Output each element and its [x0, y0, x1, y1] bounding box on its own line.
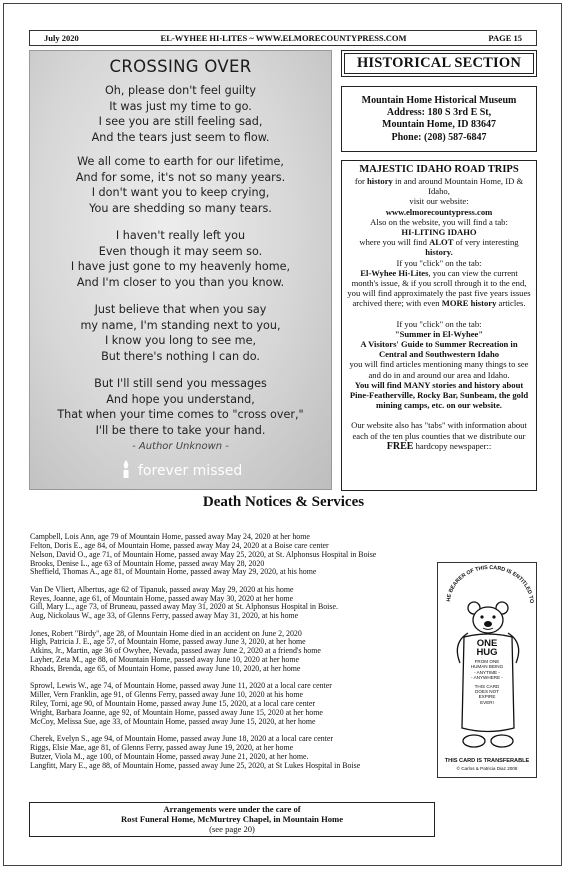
list-item: Felton, Doris E., age 84, of Mountain Home, passed away May 24, 2020 at a Boise care center [30, 540, 329, 550]
list-item: Atkins, Jr., Martin, age 36 of Owyhee, Nevada, passed away June 2, 2020 at a friend's home [30, 646, 321, 656]
many-stories: You will find MANY stories and history about Pine-Featherville, Rocky Bar, Sunbeam, the gold mining camps, etc. on our website. [349, 379, 529, 411]
list-item: Gill, Mary L., age 73, of Bruneau, passed away May 31, 2020 at St. Alphonsus Hospital in Boise. [30, 602, 338, 612]
poem-line: You are shedding so many tears. [89, 201, 272, 215]
poem-line: I haven't really left you [115, 229, 246, 242]
poem-line: Even though it may seem so. [98, 244, 263, 258]
poem-line: But there's nothing I can do. [101, 349, 260, 363]
poem-stanza-2 [30, 154, 331, 216]
list-item: High, Patricia J. E., age 57, of Mountain Home, passed away June 3, 2020, at her home [30, 637, 306, 647]
notice-group [30, 630, 435, 674]
poem-panel [29, 50, 332, 490]
poem-line: It was just my time to go. [109, 99, 252, 113]
poem-line: I'll be there to take your hand. [95, 423, 266, 437]
candle-icon [120, 459, 132, 484]
poem-line: Oh, please don't feel guilty [104, 84, 257, 97]
click-tab-2: If you "click" on the tab: [396, 318, 482, 329]
museum-info [341, 86, 537, 152]
list-item: Layher, Zeta M., age 88, of Mountain Home, passed away June 10, 2020 at her home [30, 655, 299, 665]
click-tab-1: If you "click" on the tab: [396, 257, 482, 268]
card-transferable: THIS CARD IS TRANSFERABLE [444, 758, 530, 764]
poem-line: And hope you understand, [106, 392, 255, 406]
poem-line: And for some, it's not so many years. [75, 170, 286, 184]
poem-line: That when your time comes to "cross over," [57, 408, 304, 422]
list-item: McCoy, Melissa Sue, age 33, of Mountain Home, passed away June 15, 2020, at her home [30, 716, 316, 726]
list-item: Butzer, Viola M., age 100, of Mountain Home, passed away June 21, 2020, at her home. [30, 751, 309, 761]
masthead: EL-WYHEE HI-LITES ~ WWW.ELMORECOUNTYPRESS.COM [160, 33, 407, 43]
museum-phone: Phone: (208) 587-6847 [391, 131, 487, 143]
museum-address: Address: 180 S 3rd E St, [386, 107, 492, 119]
list-item: Aug, Nickolaus W., age 33, of Glenns Ferry, passed away May 31, 2020, at his home [30, 611, 299, 621]
visitors-guide: A Visitors' Guide to Summer Recreation in Central and Southwestern Idaho [360, 339, 518, 360]
poem-line: But I'll still send you messages [94, 377, 267, 390]
card-copyright: © Carlos & Patricia Diaz 2008 [456, 766, 518, 771]
issue-date: July 2020 [44, 33, 79, 43]
guide-description: you will find articles mentioning many things to see and do in and around our area and Idaho. [349, 359, 529, 380]
funeral-home: Rost Funeral Home, McMurtrey Chapel, in Mountain Home [120, 814, 344, 824]
poem-stanza-1 [30, 83, 331, 145]
list-item: Jones, Robert "Birdy", age 28, of Mountain Home died in an accident on June 2, 2020 [30, 628, 302, 638]
poem-line: And I'm closer to you than you know. [76, 275, 285, 289]
forever-missed-logo [120, 461, 242, 481]
website-link[interactable]: www.elmorecountypress.com [385, 206, 493, 217]
poem-title: CROSSING OVER [109, 57, 252, 76]
poem-author: - Author Unknown - [132, 441, 229, 452]
notice-group [30, 735, 435, 770]
list-item: Reyes, Joanne, age 61, of Mountain Home, passed away May 30, 2020 at her home [30, 593, 294, 603]
tab-hi-liting-idaho: HI-LITING IDAHO [401, 227, 477, 238]
tab-intro: Also on the website, you will find a tab: [370, 216, 508, 227]
list-item: Sheffield, Thomas A., age 81, of Mountain Home, passed away May 29, 2020, at his home [30, 567, 317, 577]
list-item: Rhoads, Brenda, age 65, of Mountain Home, passed away June 10, 2020, at her home [30, 663, 301, 673]
notice-group [30, 533, 435, 577]
svg-text:THE BEARER OF THIS CARD IS ENT [438, 563, 534, 603]
notice-group [30, 682, 435, 726]
page-header [29, 30, 537, 46]
list-item: Van De Vliert, Albertus, age 62 of Tipanuk, passed away May 29, 2020 at his home [30, 584, 294, 594]
tab-summer: "Summer in El-Wyhee" [394, 328, 484, 339]
poem-line: I see you are still feeling sad, [98, 115, 263, 129]
alot-line: where you will find ALOT of very interesting [359, 237, 519, 248]
list-item: Sprowl, Lewis W., age 74, of Mountain Home, passed away June 11, 2020 at a local care center [30, 681, 332, 691]
arrangements-line: Arrangements were under the care of [163, 804, 301, 814]
hug-message: ONE HUG FROM ONE HUMAN BEING - ANYTIME - - ANYWHERE - THIS CARD DOES NOT EXPIRE EVER! [470, 638, 504, 705]
museum-city: Mountain Home, ID 83647 [382, 119, 496, 131]
list-item: Riggs, Elsie Mae, age 81, of Glenns Ferry, passed away June 19, 2020, at her home [30, 742, 294, 752]
logo-text: forever missed [138, 463, 243, 479]
hug-card [437, 562, 537, 778]
counties-paragraph: Our website also has "tabs" with information about each of the ten plus counties that we distribute our FREE hardcopy newspaper:: [351, 420, 527, 452]
poem-line: Just believe that when you say [94, 303, 267, 316]
list-item: Nelson, David O., age 71, of Mountain Home, passed away May 25, 2020, at St. Alphonsus Hospital in Boise [30, 549, 377, 559]
see-page: (see page 20) [209, 824, 255, 834]
museum-name: Mountain Home Historical Museum [361, 95, 517, 106]
poem-stanza-5 [30, 376, 331, 438]
list-item: Cherek, Evelyn S., age 94, of Mountain Home, passed away June 18, 2020 at a local care center [30, 734, 334, 744]
death-notices-title: Death Notices & Services [202, 494, 365, 510]
death-notices-list [30, 533, 435, 779]
arrangements-box [29, 802, 435, 837]
poem-line: And the tears just seem to flow. [91, 130, 270, 144]
list-item: Langfitt, Mary E., age 88, of Mountain Home, passed away June 25, 2020, at St Lukes Hospital in Boise [30, 760, 361, 770]
list-item: Brooks, Denise L., age 63 of Mountain Home, passed away May 28, 2020 [30, 558, 265, 568]
road-trips-box [341, 160, 537, 491]
poem-line: We all come to earth for our lifetime, [77, 155, 284, 168]
poem-stanza-4 [30, 302, 331, 364]
list-item: Campbell, Lois Ann, age 79 of Mountain Home, passed away May 24, 2020 at her home [30, 532, 310, 541]
card-arc-text: HE BEARER OF THIS CARD IS ENTITLED TO [445, 564, 535, 604]
poem-line: I don't want you to keep crying, [91, 186, 270, 200]
list-item: Riley, Torni, age 90, of Mountain Home, passed away June 15, 2020, at a local care center [30, 699, 315, 708]
poem-line: I know you long to see me, [104, 334, 257, 348]
page-number: PAGE 15 [488, 33, 522, 43]
list-item: Wright, Barbara Joanne, age 92, of Mountain Home, passed away June 15, 2020 at her home [30, 707, 323, 717]
poem-line: I have just gone to my heavenly home, [70, 260, 291, 274]
poem-stanza-3 [30, 228, 331, 290]
notice-group [30, 586, 435, 621]
historical-section-title: HISTORICAL SECTION [344, 53, 534, 74]
historical-section-title-box [341, 50, 537, 77]
list-item: Miller, Vern Franklin, age 91, of Glenns Ferry, passed away June 10, 2020 at his home [30, 690, 303, 700]
poem-line: my name, I'm standing next to you, [80, 318, 281, 332]
hi-lites-paragraph: El-Wyhee Hi-Lites, you can view the current month's issue, & if you scroll through it to the end, you will find approximately the past five years issues archived there; with even MORE history articles. [347, 267, 531, 309]
history-word: history. [425, 247, 453, 258]
road-trips-title: MAJESTIC IDAHO ROAD TRIPS [359, 164, 519, 175]
road-trips-intro: for history in and around Mountain Home, ID & Idaho, [354, 176, 524, 197]
visit-text: visit our website: [409, 196, 469, 207]
